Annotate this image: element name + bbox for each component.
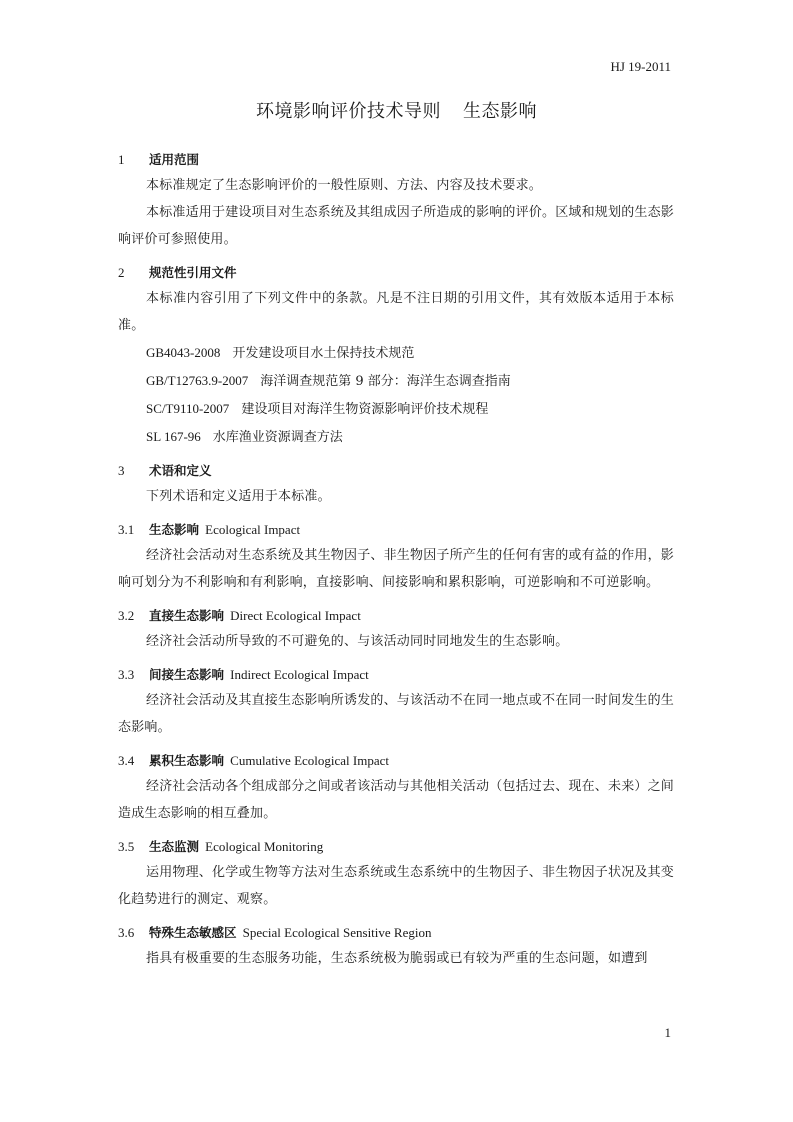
reference-title: 海洋调查规范第 9 部分：海洋生态调查指南	[260, 374, 511, 389]
reference-item	[118, 367, 674, 395]
page-number: 1	[664, 1025, 671, 1040]
section-number: 2	[118, 265, 125, 280]
reference-code: GB/T12763.9-2007	[146, 373, 249, 388]
paragraph: 经济社会活动所导致的不可避免的、与该活动同时同地发生的生态影响。	[146, 634, 569, 649]
term-cn: 特殊生态敏感区	[149, 925, 237, 940]
section-heading	[118, 518, 674, 542]
paragraph: 本标准内容引用了下列文件中的条款。凡是不注日期的引用文件，其有效版本适用于本标准。	[118, 291, 674, 333]
section-heading	[118, 459, 674, 483]
term-en: Ecological Monitoring	[205, 839, 324, 854]
section-number: 3.6	[118, 925, 135, 940]
paragraph: 本标准适用于建设项目对生态系统及其组成因子所造成的影响的评价。区域和规划的生态影响评价可参照使用。	[118, 205, 675, 247]
section-number: 1	[118, 152, 125, 167]
paragraph: 下列术语和定义适用于本标准。	[146, 489, 331, 504]
term-en: Cumulative Ecological Impact	[230, 753, 389, 768]
reference-code: SC/T9110-2007	[146, 401, 230, 416]
paragraph: 运用物理、化学或生物等方法对生态系统或生态系统中的生物因子、非生物因子状况及其变化趋势进行的测定、观察。	[118, 865, 675, 907]
reference-item	[118, 395, 674, 423]
section-heading	[118, 604, 674, 628]
section-title: 规范性引用文件	[149, 265, 237, 280]
section-heading	[118, 148, 674, 172]
section-title: 术语和定义	[149, 463, 212, 478]
term-cn: 间接生态影响	[149, 667, 225, 682]
section-heading	[118, 921, 674, 945]
reference-code: GB4043-2008	[146, 345, 221, 360]
paragraph: 指具有极重要的生态服务功能，生态系统极为脆弱或已有较为严重的生态问题，如遭到	[146, 951, 648, 966]
title-main: 环境影响评价技术导则	[256, 101, 441, 122]
section-number: 3.2	[118, 608, 135, 623]
paragraph: 本标准规定了生态影响评价的一般性原则、方法、内容及技术要求。	[146, 178, 543, 193]
reference-item	[118, 339, 674, 367]
standard-code: HJ 19-2011	[610, 59, 671, 74]
term-en: Special Ecological Sensitive Region	[242, 925, 432, 940]
term-en: Ecological Impact	[205, 522, 301, 537]
term-cn: 生态监测	[149, 839, 200, 854]
section-title: 适用范围	[149, 152, 200, 167]
paragraph: 经济社会活动及其直接生态影响所诱发的、与该活动不在同一地点或不在同一时间发生的生态影响。	[118, 693, 675, 735]
term-cn: 直接生态影响	[149, 608, 225, 623]
reference-title: 开发建设项目水土保持技术规范	[232, 346, 415, 361]
section-heading	[118, 261, 674, 285]
term-cn: 累积生态影响	[149, 753, 225, 768]
term-en: Direct Ecological Impact	[230, 608, 361, 623]
section-number: 3.5	[118, 839, 135, 854]
section-heading	[118, 749, 674, 773]
section-heading	[118, 835, 674, 859]
section-heading	[118, 663, 674, 687]
term-cn: 生态影响	[149, 522, 200, 537]
paragraph: 经济社会活动对生态系统及其生物因子、非生物因子所产生的任何有害的或有益的作用，影响可划分为不利影响和有利影响，直接影响、间接影响和累积影响，可逆影响和不可逆影响。	[118, 548, 675, 590]
paragraph: 经济社会活动各个组成部分之间或者该活动与其他相关活动（包括过去、现在、未来）之间造成生态影响的相互叠加。	[118, 779, 675, 821]
reference-item	[118, 423, 674, 451]
section-number: 3.1	[118, 522, 135, 537]
reference-title: 水库渔业资源调查方法	[212, 430, 343, 445]
reference-code: SL 167-96	[146, 429, 201, 444]
section-number: 3.3	[118, 667, 135, 682]
document-title	[0, 97, 793, 123]
section-number: 3.4	[118, 753, 135, 768]
document-body	[118, 148, 674, 972]
section-number: 3	[118, 463, 125, 478]
title-sub: 生态影响	[463, 101, 537, 122]
term-en: Indirect Ecological Impact	[230, 667, 369, 682]
reference-title: 建设项目对海洋生物资源影响评价技术规程	[241, 402, 489, 417]
